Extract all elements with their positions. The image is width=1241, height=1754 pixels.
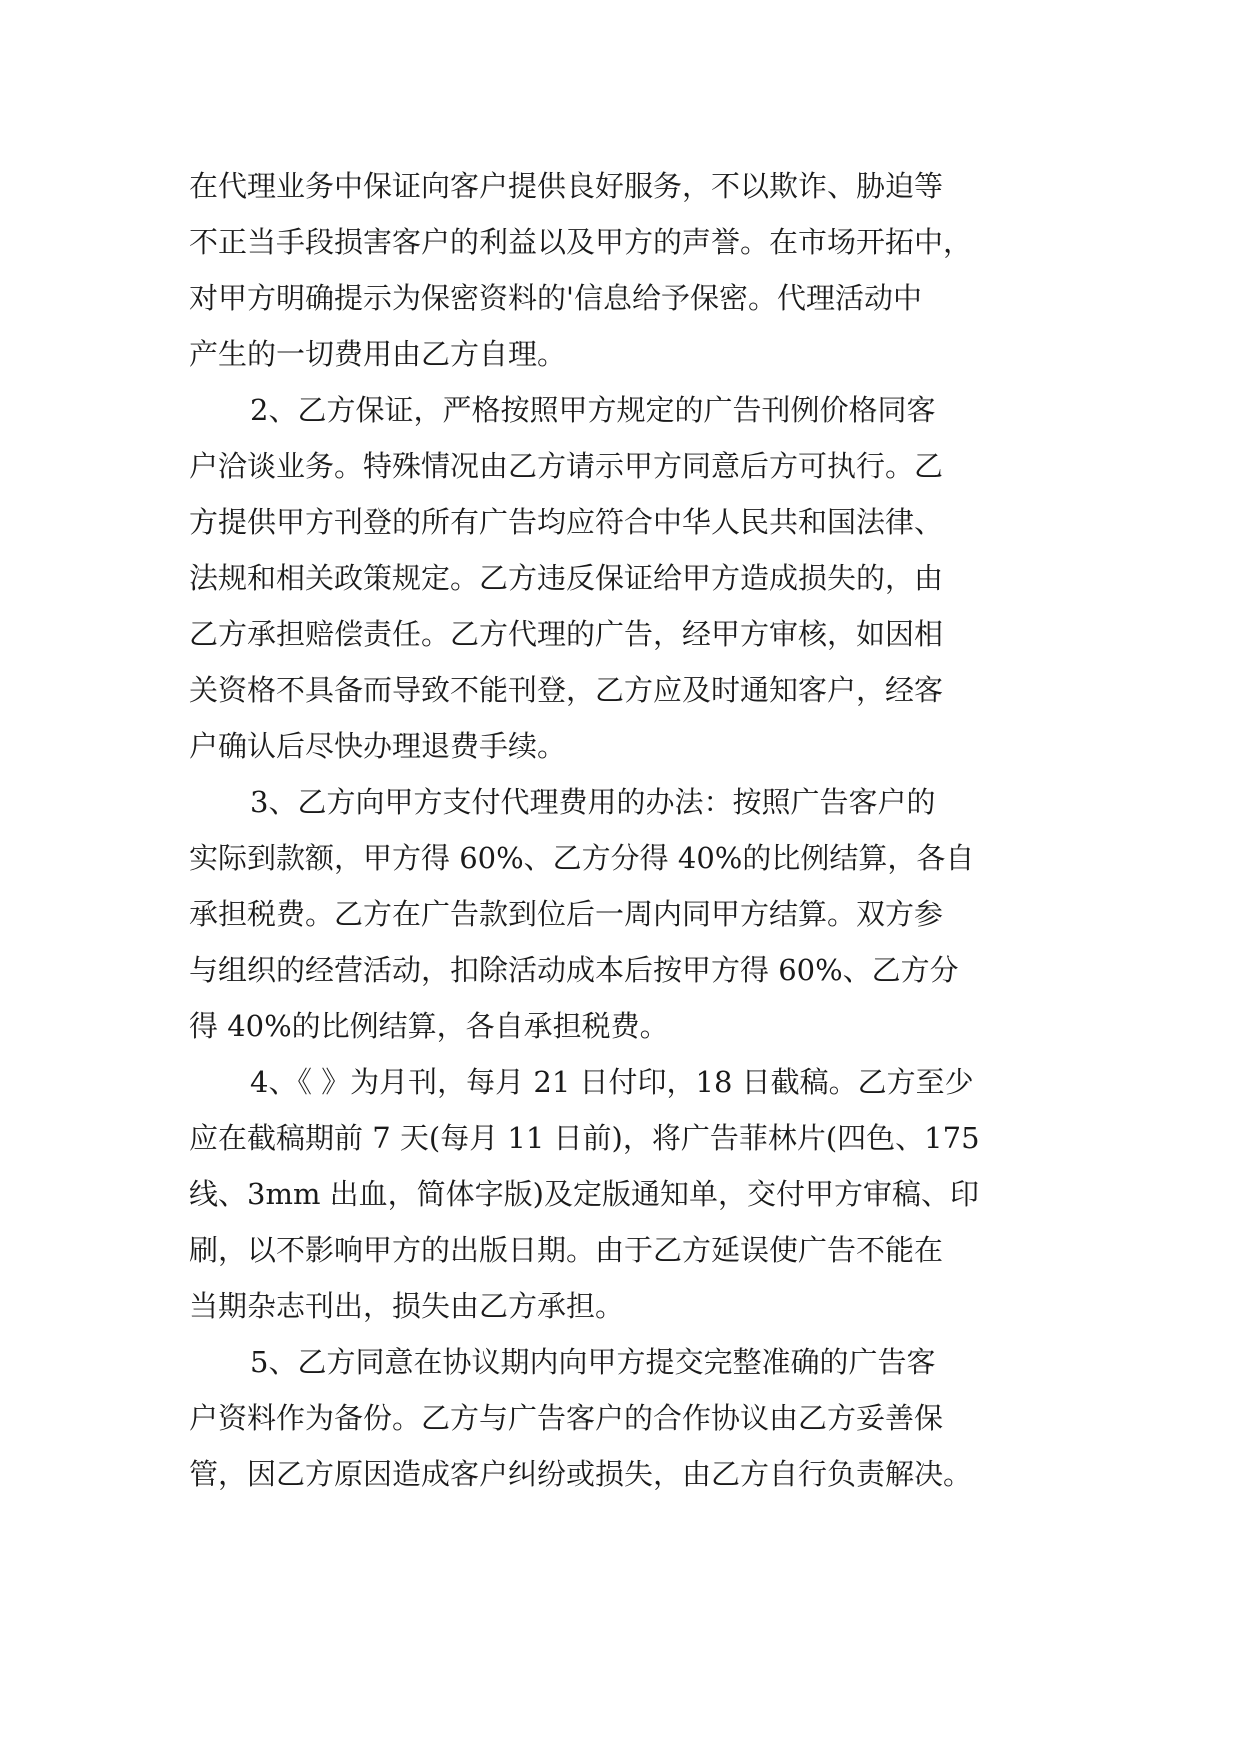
- text-line: 户资料作为备份。乙方与广告客户的合作协议由乙方妥善保: [189, 1401, 944, 1435]
- paragraph-4-start: 4、《 》为月刊，每月 21 日付印，18 日截稿。乙方至少: [250, 1065, 974, 1099]
- text-line: 得 40%的比例结算，各自承担税费。: [189, 1009, 669, 1043]
- text-line: 线、3mm 出血，简体字版)及定版通知单，交付甲方审稿、印: [189, 1177, 979, 1211]
- paragraph-2-start: 2、乙方保证，严格按照甲方规定的广告刊例价格同客: [250, 393, 936, 427]
- text-line: 在代理业务中保证向客户提供良好服务，不以欺诈、胁迫等: [189, 169, 944, 203]
- text-line: 乙方承担赔偿责任。乙方代理的广告，经甲方审核，如因相: [189, 617, 944, 651]
- paragraph-3-start: 3、乙方向甲方支付代理费用的办法：按照广告客户的: [250, 785, 936, 819]
- text-line: 管，因乙方原因造成客户纠纷或损失，由乙方自行负责解决。: [189, 1457, 973, 1491]
- text-line: 户洽谈业务。特殊情况由乙方请示甲方同意后方可执行。乙: [189, 449, 944, 483]
- text-line: 户确认后尽快办理退费手续。: [189, 729, 567, 763]
- text-line: 应在截稿期前 7 天(每月 11 日前)，将广告菲林片(四色、175: [189, 1121, 980, 1155]
- text-line: 不正当手段损害客户的利益以及甲方的声誉。在市场开拓中，: [189, 225, 973, 259]
- text-line: 实际到款额，甲方得 60%、乙方分得 40%的比例结算，各自: [189, 841, 975, 875]
- text-line: 法规和相关政策规定。乙方违反保证给甲方造成损失的，由: [189, 561, 944, 595]
- text-line: 对甲方明确提示为保密资料的'信息给予保密。代理活动中: [189, 281, 922, 315]
- text-line: 承担税费。乙方在广告款到位后一周内同甲方结算。双方参: [189, 897, 944, 931]
- text-line: 关资格不具备而导致不能刊登，乙方应及时通知客户，经客: [189, 673, 944, 707]
- text-line: 方提供甲方刊登的所有广告均应符合中华人民共和国法律、: [189, 505, 944, 539]
- text-line: 刷，以不影响甲方的出版日期。由于乙方延误使广告不能在: [189, 1233, 944, 1267]
- text-line: 产生的一切费用由乙方自理。: [189, 337, 567, 371]
- paragraph-5-start: 5、乙方同意在协议期内向甲方提交完整准确的广告客: [250, 1345, 936, 1379]
- text-line: 与组织的经营活动，扣除活动成本后按甲方得 60%、乙方分: [189, 953, 959, 987]
- text-line: 当期杂志刊出，损失由乙方承担。: [189, 1289, 625, 1323]
